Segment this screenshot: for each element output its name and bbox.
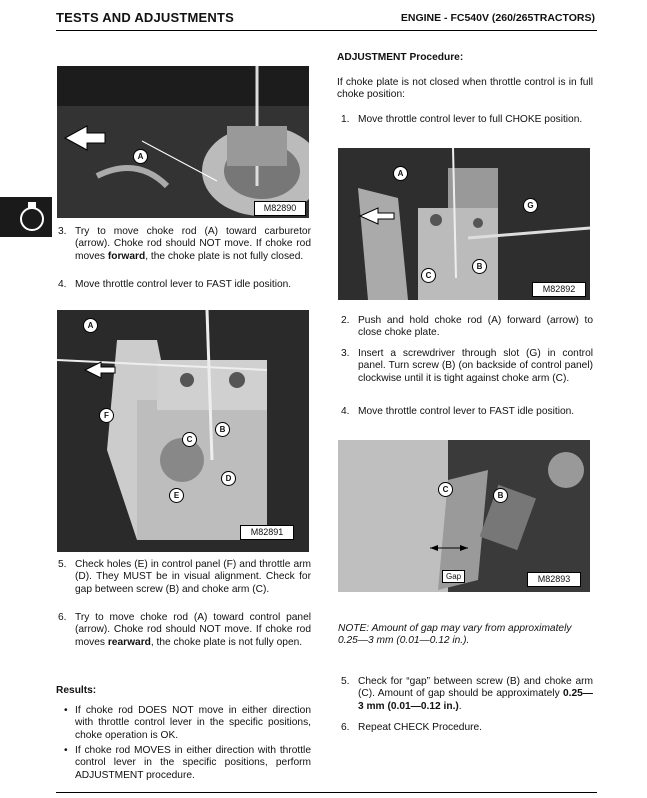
gap-note: NOTE: Amount of gap may vary from approximately 0.25—3 mm (0.01—0.12 in.).: [338, 623, 572, 647]
header-rule: [56, 30, 597, 31]
gap-label: Gap: [442, 570, 465, 583]
right-step-2: [341, 315, 593, 340]
left-step-3: [58, 226, 311, 263]
left-step-6: [58, 612, 311, 649]
callout-c: C: [421, 268, 436, 283]
right-step-6: [341, 722, 593, 734]
callout-b: B: [493, 488, 508, 503]
right-step-1: [341, 114, 593, 126]
step-number: 6.: [341, 722, 350, 733]
step-text: Check holes (E) in control panel (F) and throttle arm (D). They MUST be in visual alignment. Check for gap between screw (B) and choke arm (C).: [75, 559, 311, 595]
right-step-3: [341, 348, 593, 385]
step-number: 1.: [341, 114, 350, 125]
step-number: 4.: [58, 279, 67, 290]
right-step-4: [341, 406, 593, 418]
callout-b: B: [472, 259, 487, 274]
section-tab: [0, 197, 52, 237]
adjustment-heading: ADJUSTMENT Procedure:: [337, 52, 464, 63]
step-number: 5.: [58, 559, 67, 570]
figure-label: M82891: [240, 525, 294, 540]
engine-tab-icon: [0, 197, 52, 237]
callout-g: G: [523, 198, 538, 213]
callout-f: F: [99, 408, 114, 423]
figure-label: M82893: [527, 572, 581, 587]
control-panel-photo: [57, 310, 309, 552]
callout-a: A: [133, 149, 148, 164]
step-text: , the choke plate is not fully open.: [150, 636, 303, 648]
step-number: 6.: [58, 612, 67, 623]
step-number: 2.: [341, 315, 350, 326]
callout-e: E: [169, 488, 184, 503]
figure-m82890: [57, 66, 309, 218]
step-text: Insert a screwdriver through slot (G) in control panel. Turn screw (B) (on backside of control panel) clockwise until it is tight against choke arm (C).: [358, 348, 593, 384]
result-item-ok: [64, 705, 311, 742]
callout-a: A: [83, 318, 98, 333]
step-text: Push and hold choke rod (A) forward (arrow) to close choke plate.: [358, 315, 593, 339]
step-text: Try to move choke rod (A) toward carburetor (arrow). Choke rod should NOT move. If choke rod moves: [75, 226, 311, 262]
figure-label: M82890: [254, 201, 306, 216]
callout-d: D: [221, 471, 236, 486]
left-step-4: [58, 279, 311, 291]
figure-label: M82892: [532, 282, 586, 297]
figure-m82891: [57, 310, 309, 552]
step-text: Repeat CHECK Procedure.: [358, 722, 483, 733]
result-text: If choke rod DOES NOT move in either direction with throttle control lever in the specific positions, choke operation is OK.: [75, 705, 311, 741]
page-header-title: TESTS AND ADJUSTMENTS: [56, 10, 235, 25]
step-text: Try to move choke rod (A) toward control panel (arrow). Choke rod should NOT move. If choke rod moves: [75, 612, 311, 648]
callout-c: C: [438, 482, 453, 497]
slot-screw-photo: [338, 148, 590, 300]
figure-m82893: [338, 440, 590, 592]
step-emphasis: rearward: [107, 636, 151, 648]
step-text: .: [458, 700, 462, 712]
step-text: Move throttle control lever to full CHOKE position.: [358, 114, 583, 125]
figure-m82892: [338, 148, 590, 300]
result-item-adjust: [64, 745, 311, 782]
step-emphasis: 0.25—3 mm (0.01—0.12 in.): [358, 688, 593, 712]
results-heading: Results:: [56, 685, 97, 696]
step-number: 4.: [341, 406, 350, 417]
callout-b: B: [215, 422, 230, 437]
step-text: Move throttle control lever to FAST idle position.: [75, 279, 292, 290]
step-emphasis: forward: [107, 250, 146, 262]
step-text: , the choke plate is not fully closed.: [145, 250, 304, 262]
result-text: If choke rod MOVES in either direction with throttle control lever in the specific positions, perform ADJUSTMENT procedure.: [75, 745, 311, 781]
callout-c: C: [182, 432, 197, 447]
step-number: 3.: [58, 226, 67, 237]
left-step-5: [58, 559, 311, 596]
bullet: •: [64, 705, 68, 716]
adjustment-intro: If choke plate is not closed when throttle control is in full choke position:: [337, 77, 593, 101]
callout-a: A: [393, 166, 408, 181]
step-number: 3.: [341, 348, 350, 359]
bullet: •: [64, 745, 68, 756]
step-text: Move throttle control lever to FAST idle position.: [358, 406, 575, 417]
right-step-5: [341, 676, 593, 713]
page-header-section: ENGINE - FC540V (260/265TRACTORS): [400, 12, 595, 24]
step-text: Check for “gap” between screw (B) and choke arm (C). Amount of gap should be approximately: [358, 676, 593, 700]
choke-rod-photo: [57, 66, 309, 218]
step-number: 5.: [341, 676, 350, 687]
footer-rule: [56, 792, 597, 793]
